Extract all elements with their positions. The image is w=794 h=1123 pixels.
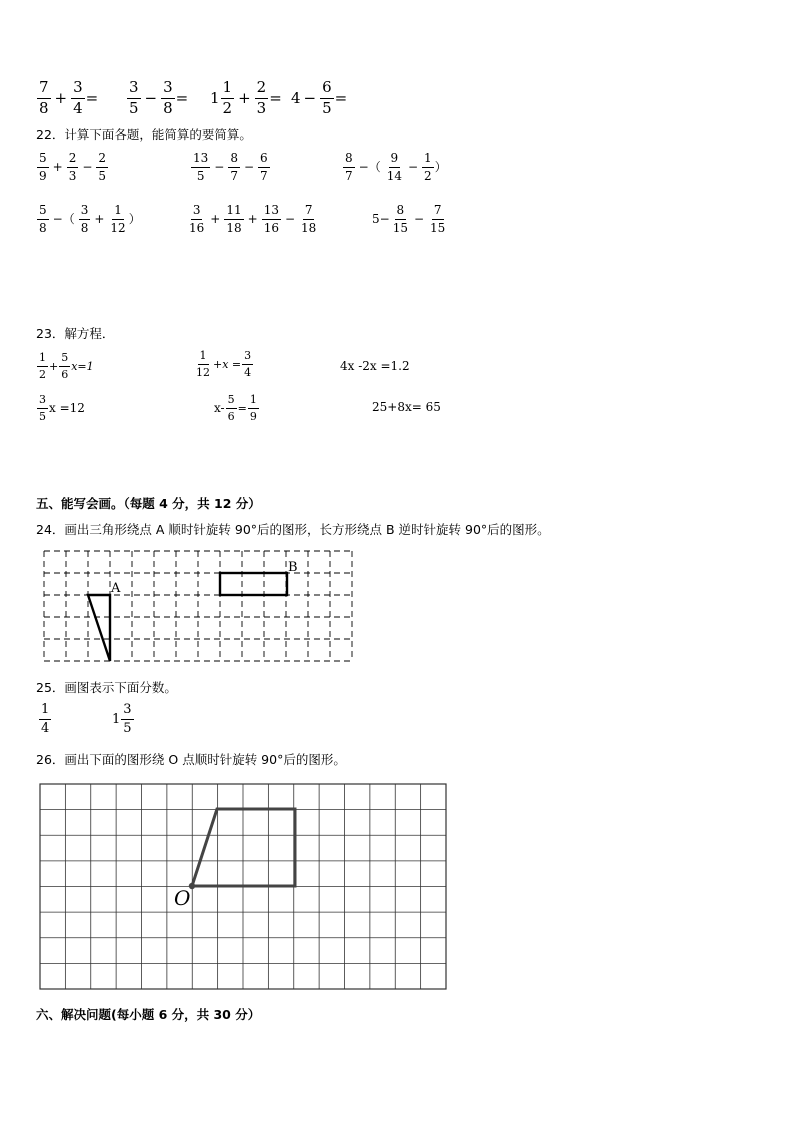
fraction: [187, 204, 206, 234]
close-paren: ）: [434, 160, 447, 175]
operator: −: [284, 212, 296, 227]
fraction: [37, 152, 49, 182]
equation: [372, 401, 441, 413]
fraction: [391, 204, 410, 234]
denominator: 5: [129, 98, 139, 117]
denominator: 14: [386, 168, 402, 183]
equals-sign: =: [175, 88, 189, 107]
equation: [193, 350, 254, 378]
fraction: [242, 350, 253, 378]
numerator: 7: [303, 204, 315, 220]
numerator: 5: [226, 394, 237, 409]
equals-sign: =: [237, 401, 247, 415]
fraction: [228, 152, 240, 182]
fraction-item: [112, 703, 135, 735]
denominator: 7: [345, 168, 353, 183]
fraction: [108, 204, 127, 234]
operator: +: [94, 212, 105, 227]
fraction: [37, 204, 49, 234]
equation: [36, 352, 94, 380]
denominator: 3: [256, 98, 267, 117]
numerator: 7: [37, 80, 51, 99]
denominator: 7: [230, 168, 238, 183]
equation-head: x-: [214, 401, 225, 416]
denominator: 12: [196, 365, 210, 379]
operator: −: [243, 160, 255, 175]
operator: +: [52, 160, 63, 175]
numerator: 3: [191, 204, 203, 220]
numerator: 1: [39, 703, 51, 720]
denominator: 15: [392, 220, 408, 235]
numerator: 8: [343, 152, 355, 168]
calc-expression: [36, 80, 98, 117]
numerator: 1: [221, 80, 235, 99]
fraction: [248, 394, 259, 422]
close-paren: ）: [128, 212, 141, 227]
fraction: [428, 204, 447, 234]
numerator: 1: [198, 350, 209, 365]
question-25-title: 25．画图表示下面分数。: [36, 680, 177, 695]
denominator: 4: [73, 98, 83, 117]
denominator: 9: [39, 168, 47, 183]
fraction: [221, 80, 235, 117]
equation: [340, 360, 410, 372]
numerator: 2: [67, 152, 79, 168]
denominator: 2: [424, 168, 432, 183]
denominator: 7: [260, 168, 268, 183]
numerator: 3: [37, 394, 48, 409]
fraction: [71, 80, 85, 117]
equals-sign: =: [334, 88, 348, 107]
operator: +: [210, 212, 221, 227]
question-22-title: 22．计算下面各题，能简算的要简算。: [36, 127, 252, 142]
numerator: 6: [320, 80, 334, 99]
equation-text: 4x -2x =1.2: [340, 359, 410, 373]
calc-expression: [36, 204, 141, 234]
operator: +: [247, 212, 258, 227]
equals-sign: =: [85, 88, 99, 107]
calc-expression: [190, 152, 271, 182]
equation-text: 25+8x= 65: [372, 400, 441, 414]
calc-expression: [210, 80, 282, 117]
denominator: 18: [226, 220, 242, 235]
fraction: [255, 80, 269, 117]
denominator: 6: [61, 367, 69, 381]
denominator: 5: [322, 98, 332, 117]
operator: +: [238, 88, 251, 107]
calc-expression: [372, 204, 448, 234]
numerator: 6: [258, 152, 270, 168]
integer: 5−: [372, 212, 390, 227]
fraction: [385, 152, 404, 182]
whole-part: 1: [112, 711, 121, 727]
operator: +: [54, 88, 68, 107]
denominator: 6: [227, 409, 235, 423]
denominator: 4: [244, 365, 252, 379]
fraction: [37, 352, 48, 380]
numerator: 5: [59, 352, 70, 367]
question-23-title: 23．解方程．: [36, 326, 115, 341]
fraction: [224, 204, 243, 234]
denominator: 16: [263, 220, 279, 235]
denominator: 16: [189, 220, 205, 235]
calc-expression: [126, 80, 188, 117]
fraction: [67, 152, 79, 182]
numerator: 7: [432, 204, 444, 220]
denominator: 15: [430, 220, 446, 235]
equation-tail: x =12: [49, 401, 85, 416]
operator: −: [407, 160, 419, 175]
numerator: 3: [71, 80, 85, 99]
fraction: [258, 152, 270, 182]
question-24-title: 24．画出三角形绕点 A 顺时针旋转 90°后的图形，长方形绕点 B 逆时针旋转 90°后的图形。: [36, 522, 550, 537]
fraction: [262, 204, 281, 234]
question-26-title: 26．画出下面的图形绕 O 点顺时针旋转 90°后的图形。: [36, 752, 346, 767]
fraction: [127, 80, 141, 117]
denominator: 8: [39, 220, 47, 235]
equals-sign: =: [269, 88, 282, 107]
denominator: 5: [39, 409, 46, 423]
fraction: [320, 80, 334, 117]
operator: +: [49, 359, 59, 373]
numerator: 5: [37, 152, 49, 168]
fraction: [226, 394, 237, 422]
operator: −: [214, 160, 225, 175]
denominator: 3: [68, 168, 77, 183]
numerator: 8: [395, 204, 407, 220]
denominator: 4: [41, 720, 50, 736]
calc-expression: [186, 204, 319, 234]
numerator: 1: [248, 394, 259, 409]
integer: 4: [291, 88, 301, 107]
denominator: 5: [98, 168, 107, 183]
fraction: [96, 152, 108, 182]
section-6-title: 六、解决问题(每小题 6 分，共 30 分）: [36, 1007, 261, 1022]
triangle-shape: [88, 595, 110, 661]
fraction: [121, 703, 133, 735]
denominator: 18: [301, 220, 317, 235]
whole-part: 1: [210, 88, 220, 107]
denominator: 12: [110, 220, 126, 235]
dashed-grid-figure: [42, 550, 354, 662]
numerator: 3: [121, 703, 133, 720]
denominator: 8: [80, 220, 89, 235]
square-grid-figure: [39, 783, 449, 991]
fraction: [161, 80, 175, 117]
point-b-label: B: [288, 560, 298, 575]
fraction-item: [38, 703, 52, 735]
denominator: 8: [163, 98, 173, 117]
denominator: 2: [222, 98, 233, 117]
numerator: 3: [79, 204, 91, 220]
denominator: 5: [123, 720, 132, 736]
equation-middle: +x =: [213, 357, 242, 371]
numerator: 2: [96, 152, 108, 168]
operator: −（: [52, 212, 75, 227]
section-5-title: 五、能写会画。（每题 4 分，共 12 分）: [36, 496, 261, 511]
equation: [214, 394, 260, 422]
fraction: [37, 394, 48, 422]
operator: −: [144, 88, 158, 107]
calc-expression: [291, 80, 347, 117]
numerator: 2: [255, 80, 269, 99]
operator: −: [303, 88, 317, 107]
numerator: 3: [161, 80, 175, 99]
operator: −: [82, 160, 93, 175]
numerator: 9: [389, 152, 401, 168]
fraction: [37, 80, 51, 117]
fraction: [39, 703, 51, 735]
numerator: 8: [228, 152, 240, 168]
fraction: [299, 204, 318, 234]
numerator: 1: [422, 152, 434, 168]
calc-expression: [342, 152, 447, 182]
numerator: 3: [242, 350, 253, 365]
operator: −（: [358, 160, 381, 175]
numerator: 5: [37, 204, 49, 220]
calc-expression: [36, 152, 109, 182]
numerator: 1: [112, 204, 124, 220]
denominator: 9: [249, 409, 257, 423]
operator: −: [413, 212, 425, 227]
fraction: [343, 152, 355, 182]
equation: [36, 394, 85, 422]
fraction: [191, 152, 210, 182]
fraction: [79, 204, 91, 234]
fraction: [422, 152, 434, 182]
fraction: [194, 350, 212, 378]
rectangle-shape: [220, 573, 287, 595]
point-a-label: A: [111, 581, 121, 596]
fraction: [59, 352, 70, 380]
point-o-label: O: [174, 886, 191, 910]
trapezoid-shape: [192, 809, 295, 886]
equation-tail: x=1: [71, 359, 94, 373]
numerator: 11: [224, 204, 243, 220]
numerator: 1: [37, 352, 48, 367]
denominator: 8: [39, 98, 49, 117]
numerator: 3: [127, 80, 141, 99]
numerator: 13: [191, 152, 210, 168]
denominator: 2: [39, 367, 46, 381]
numerator: 13: [262, 204, 281, 220]
denominator: 5: [196, 168, 205, 183]
